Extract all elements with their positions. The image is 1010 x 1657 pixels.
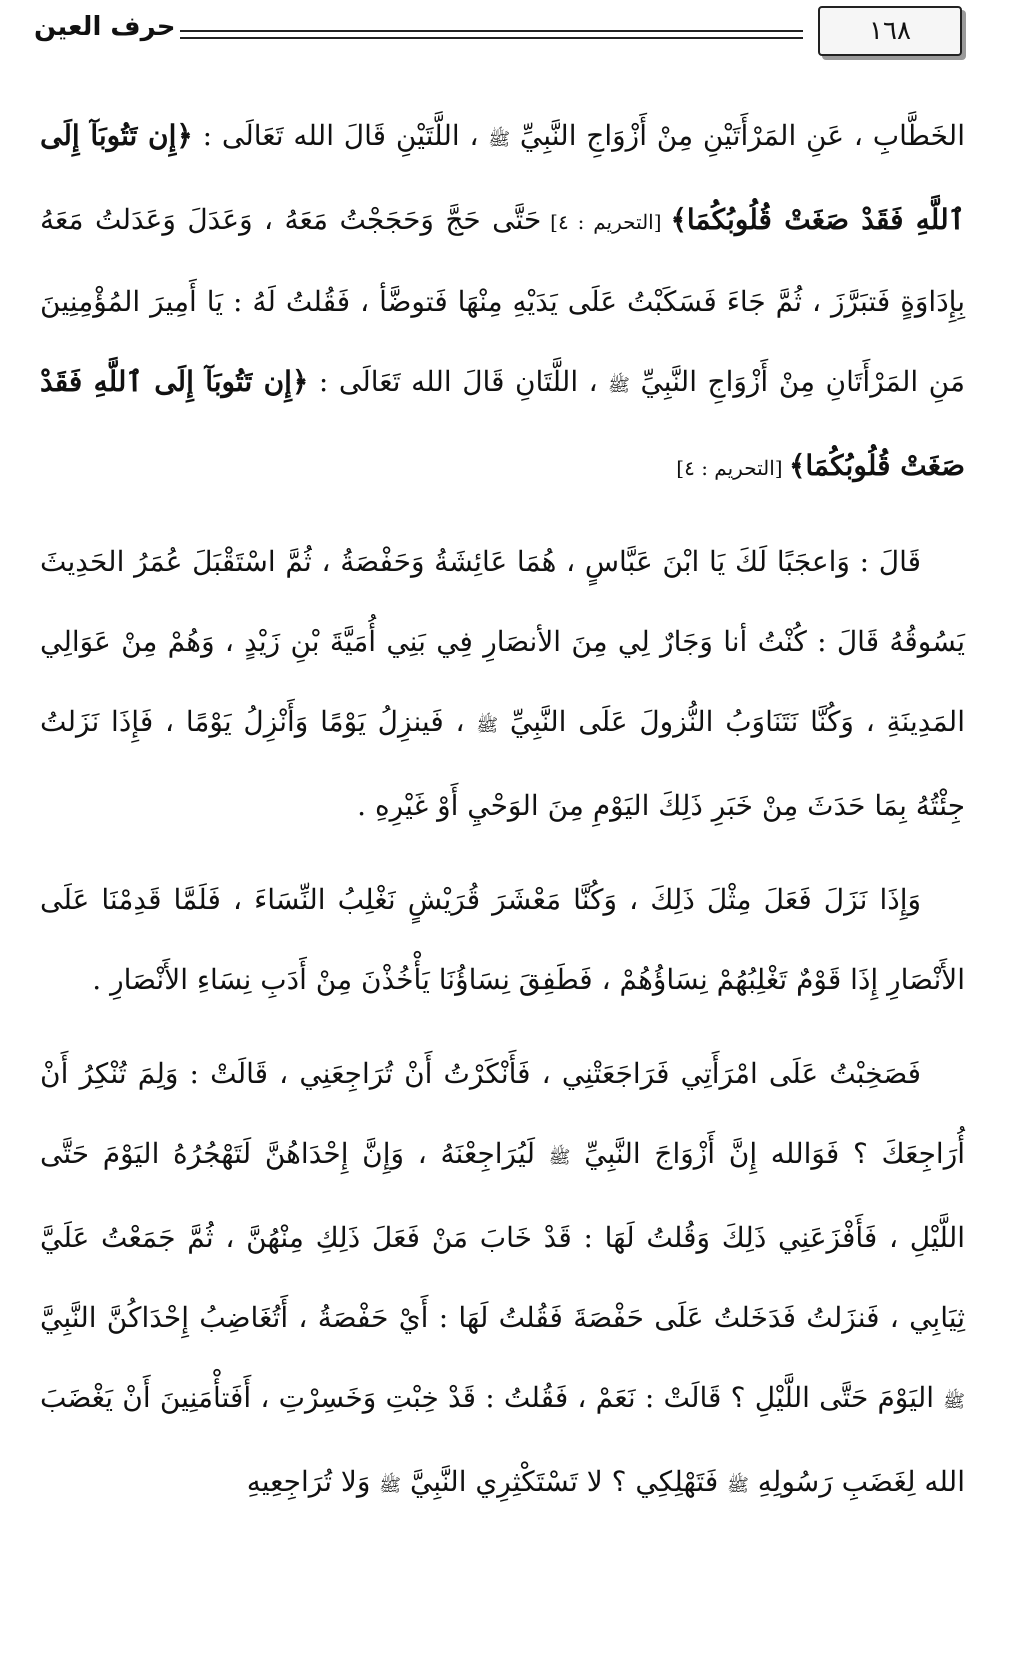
verse-reference: [التحريم : ٤] [541, 210, 671, 234]
honorific-glyph: ﷺ [608, 375, 630, 396]
paragraph-text: فَتَهْلِكِي ؟ لا تَسْتَكْثِرِي النَّبِيَّ [401, 1465, 728, 1498]
paragraph [40, 860, 965, 1020]
paragraph-text: ، اللَّتَيْنِ قَالَ الله تَعَالَى : [192, 119, 489, 152]
paragraph [40, 522, 965, 846]
paragraph-text: لَيُرَاجِعْنَهُ ، وَإِنَّ إِحْدَاهُنَّ لَتَهْجُرُهُ اليَوْمَ حَتَّى اللَّيْلِ ، فَأَفْزَعَنِي ذَلِكَ وَقُلتُ لَهَا : قَدْ خَابَ مَنْ فَعَلَ ذَلِكِ مِنْهُنَّ ، ثُمَّ جَمَعْتُ عَلَيَّ ثِيَابِي ، فَنزَلتُ فَدَخَلتُ عَلَى حَفْصَةَ فَقُلتُ لَهَا : أَيْ حَفْصَةُ ، أَتُغَاضِبُ إِحْدَاكُنَّ النَّبِيَّ [40, 1137, 965, 1334]
honorific-glyph: ﷺ [379, 1475, 402, 1496]
quran-verse: ﴿إِن تَتُوبَآ إِلَى ٱللَّهِ فَقَدْ صَغَتْ قُلُوبُكُمَا﴾ [40, 365, 965, 482]
honorific-glyph: ﷺ [476, 715, 499, 736]
paragraph-text: قَالَ : وَاعجَبًا لَكَ يَا ابْنَ عَبَّاسٍ ، هُمَا عَائِشَةُ وَحَفْصَةُ ، ثُمَّ اسْتَقْبَلَ عُمَرُ الحَدِيثَ يَسُوقُهُ قَالَ : كُنْتُ أنا وَجَارٌ لِي مِنَ الأنصَارِ فِي بَنِي أُمَيَّةَ بْنِ زَيْدٍ ، وَهُمْ مِنْ عَوَالِي المَدِينَةِ ، وَكُنَّا نَتَنَاوَبُ النُّزولَ عَلَى النَّبِيِّ [40, 545, 965, 738]
paragraph-text: اليَوْمَ حَتَّى اللَّيْلِ ؟ قَالَتْ : نَعَمْ ، فَقُلتُ : قَدْ خِبْتِ وَخَسِرْتِ ، أَفَتأْمَنِينَ أَنْ يَغْضَبَ الله لِغَضَبِ رَسُولِهِ [40, 1381, 965, 1498]
honorific-glyph: ﷺ [488, 129, 511, 150]
paragraph [40, 96, 965, 508]
quran-verse: ﴿إِن تَتُوبَآ إِلَى ٱللَّهِ فَقَدْ صَغَتْ قُلُوبُكُمَا﴾ [40, 119, 966, 236]
paragraph-text: ، اللَّتَانِ قَالَ الله تَعَالَى : [308, 365, 609, 398]
honorific-glyph: ﷺ [943, 1391, 965, 1412]
verse-reference: [التحريم : ٤] [676, 456, 789, 480]
paragraph-text: ، فَينزِلُ يَوْمًا وَأَنْزِلُ يَوْمًا ، فَإِذَا نَزَلتُ جِئْتُهُ بِمَا حَدَثَ مِنْ خَبَرِ ذَلِكَ اليَوْمِ مِنَ الوَحْيِ أَوْ غَيْرِهِ . [40, 705, 965, 822]
honorific-glyph: ﷺ [727, 1475, 749, 1496]
paragraph-text: وَإِذَا نَزَلَ فَعَلَ مِثْلَ ذَلِكَ ، وَكُنَّا مَعْشَرَ قُرَيْشٍ نَغْلِبُ النِّسَاءَ ، فَلَمَّا قَدِمْنَا عَلَى الأَنْصَارِ إِذَا قَوْمٌ تَغْلِبُهُمْ نِسَاؤُهُمْ ، فَطَفِقَ نِسَاؤُنَا يَأْخُذْنَ مِنْ أَدَبِ نِسَاءِ الأَنْصَارِ . [40, 883, 965, 996]
paragraph [40, 1034, 965, 1526]
chapter-title: حرف العين [34, 12, 176, 42]
honorific-glyph: ﷺ [548, 1147, 571, 1168]
paragraph-text: حَتَّى حَجَّ وَحَجَجْتُ مَعَهُ ، وَعَدَلَ وَعَدَلتُ مَعَهُ بِإِدَاوَةٍ فَتبَرَّزَ ، ثُمَّ جَاءَ فَسَكَبْتُ عَلَى يَدَيْهِ مِنْهَا فَتوضَّأ ، فَقُلتُ لَهُ : يَا أَمِيرَ المُؤْمِنِينَ مَنِ المَرْأَتَانِ مِنْ أَزْوَاجِ النَّبِيِّ [40, 203, 965, 398]
page-number-badge [818, 6, 962, 56]
header-rule [180, 30, 803, 39]
paragraph-text: فَصَخِبْتُ عَلَى امْرَأَتِي فَرَاجَعَتْنِي ، فَأَنْكَرْتُ أَنْ تُرَاجِعَنِي ، قَالَتْ : وَلِمَ تُنْكِرُ أَنْ أُرَاجِعَكَ ؟ فَوَالله إِنَّ أَزْوَاجَ النَّبِيِّ [40, 1057, 966, 1170]
page-number: ١٦٨ [869, 16, 911, 46]
paragraph-text: وَلا تُرَاجِعِيهِ [246, 1465, 380, 1498]
body-text [40, 96, 965, 1540]
paragraph-text: الخَطَّابِ ، عَنِ المَرْأَتَيْنِ مِنْ أَزْوَاجِ النَّبِيِّ [510, 119, 965, 152]
